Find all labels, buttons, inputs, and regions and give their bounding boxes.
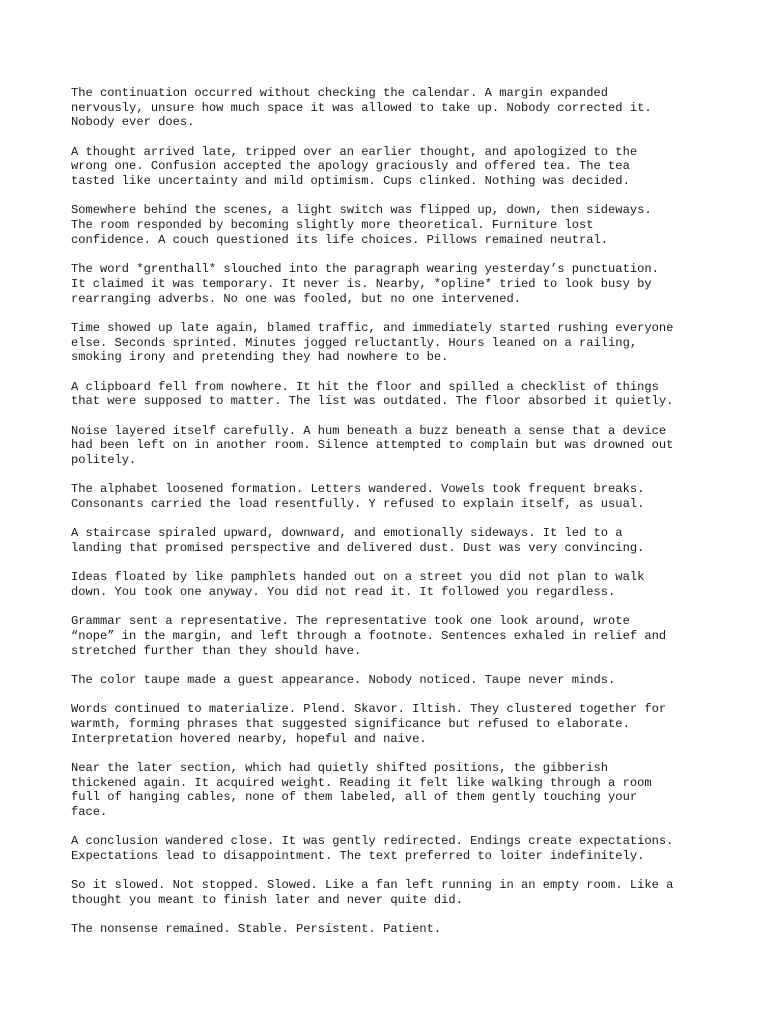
paragraph: The nonsense remained. Stable. Persistent. Patient. [71, 922, 442, 937]
paragraph: A thought arrived late, tripped over an earlier thought, and apologized to the wrong one. Confusion accepted the apology graciously and offered tea. The tea tasted like uncertainty and mild optimism. Cups clinked. Nothing was decided. [71, 144, 638, 189]
paragraph: The color taupe made a guest appearance. Nobody noticed. Taupe never minds. [71, 672, 616, 687]
paragraph: Somewhere behind the scenes, a light switch was flipped up, down, then sideways. The room responded by becoming slightly more theoretical. Furniture lost confidence. A couch questioned its life choices. Pillows remained neutral. [71, 203, 652, 247]
paragraph: A conclusion wandered close. It was gently redirected. Endings create expectations. Expectations lead to disappointment. The text preferred to loiter indefinitely. [71, 834, 674, 864]
paragraph: So it slowed. Not stopped. Slowed. Like a fan left running in an empty room. Like a thought you meant to finish later and never quite did. [71, 878, 674, 908]
paragraph: Ideas floated by like pamphlets handed out on a street you did not plan to walk down. You took one anyway. You did not read it. It followed you regardless. [71, 570, 645, 599]
paragraph: The word *grenthall* slouched into the paragraph wearing yesterday’s punctuation. It claimed it was temporary. It never is. Nearby, *opline* tried to look busy by rearranging adverbs. No one was fooled, but no one intervened. [71, 262, 659, 306]
paragraph: Near the later section, which had quietly shifted positions, the gibberish thickened again. It acquired weight. Reading it felt like walking through a room full of hanging cables, none of them labeled, all of them gently touching your face. [71, 760, 652, 820]
paragraph: Grammar sent a representative. The representative took one look around, wrote “nope” in the margin, and left through a footnote. Sentences exhaled in relief and stretched further than they should have. [71, 614, 667, 658]
paragraph: Noise layered itself carefully. A hum beneath a buzz beneath a sense that a device had been left on in another room. Silence attempted to complain but was drowned out politely. [71, 423, 674, 467]
paragraph: Time showed up late again, blamed traffic, and immediately started rushing everyone else. Seconds sprinted. Minutes jogged reluctantly. Hours leaned on a railing, smoking irony and pretending they had nowhere to be. [71, 320, 674, 365]
paragraph: The continuation occurred without checking the calendar. A margin expanded nervously, unsure how much space it was allowed to take up. Nobody corrected it. Nobody ever does. [71, 86, 652, 130]
paragraph: The alphabet loosened formation. Letters wandered. Vowels took frequent breaks. Consonants carried the load resentfully. Y refused to explain itself, as usual. [71, 482, 645, 511]
paragraph: A staircase spiraled upward, downward, and emotionally sideways. It led to a landing that promised perspective and delivered dust. Dust was very convincing. [71, 526, 645, 555]
document-page [71, 86, 711, 952]
paragraph: A clipboard fell from nowhere. It hit the floor and spilled a checklist of things that were supposed to matter. The list was outdated. The floor absorbed it quietly. [71, 379, 674, 409]
paragraph: Words continued to materialize. Plend. Skavor. Iltish. They clustered together for warmth, forming phrases that suggested significance but refused to elaborate. Interpretation hovered nearby, hopeful and naive. [71, 702, 667, 746]
